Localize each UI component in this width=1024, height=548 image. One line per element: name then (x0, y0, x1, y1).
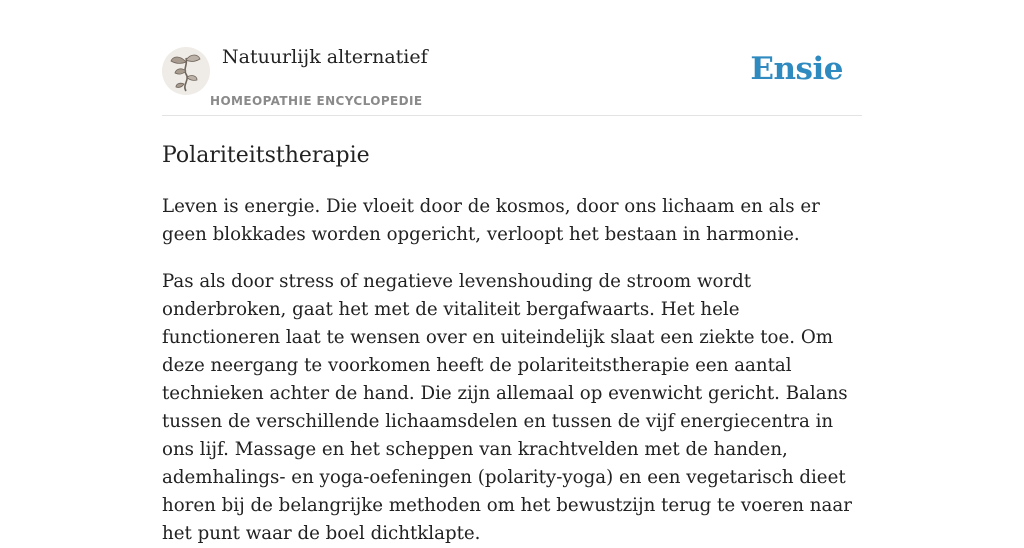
article-title: Polariteitstherapie (162, 143, 370, 168)
article-paragraph: Leven is energie. Die vloeit door de kosmos, door ons lichaam en als er geen blokkades worden opgericht, verloopt het bestaan in harmonie. (162, 196, 820, 245)
site-title-link[interactable]: Natuurlijk alternatief (222, 46, 428, 68)
page (162, 0, 862, 548)
herb-sprout-icon[interactable] (162, 47, 210, 95)
site-header (162, 0, 862, 116)
article-paragraph: Pas als door stress of negatieve levenshouding de stroom wordt onderbroken, gaat het met de vitaliteit bergafwaarts. Het hele functioneren laat te wensen over en uiteindelijk slaat een ziekte toe. Om deze neergang te voorkomen heeft de polariteitstherapie een aantal technieken achter de hand. Die zijn allemaal op evenwicht gericht. Balans tussen de verschillende lichaamsdelen en tussen de vijf energiecentra in ons lijf. Massage en het scheppen van krachtvelden met de handen, ademhalings- en yoga-oefeningen (polarity-yoga) en een vegetarisch dieet horen bij de belangrijke methoden om het bewustzijn terug te voeren naar het punt waar de boel dichtklapte. (162, 271, 852, 544)
brand-logo-link[interactable]: Ensie (750, 51, 843, 87)
site-subtitle: HOMEOPATHIE ENCYCLOPEDIE (210, 94, 423, 108)
